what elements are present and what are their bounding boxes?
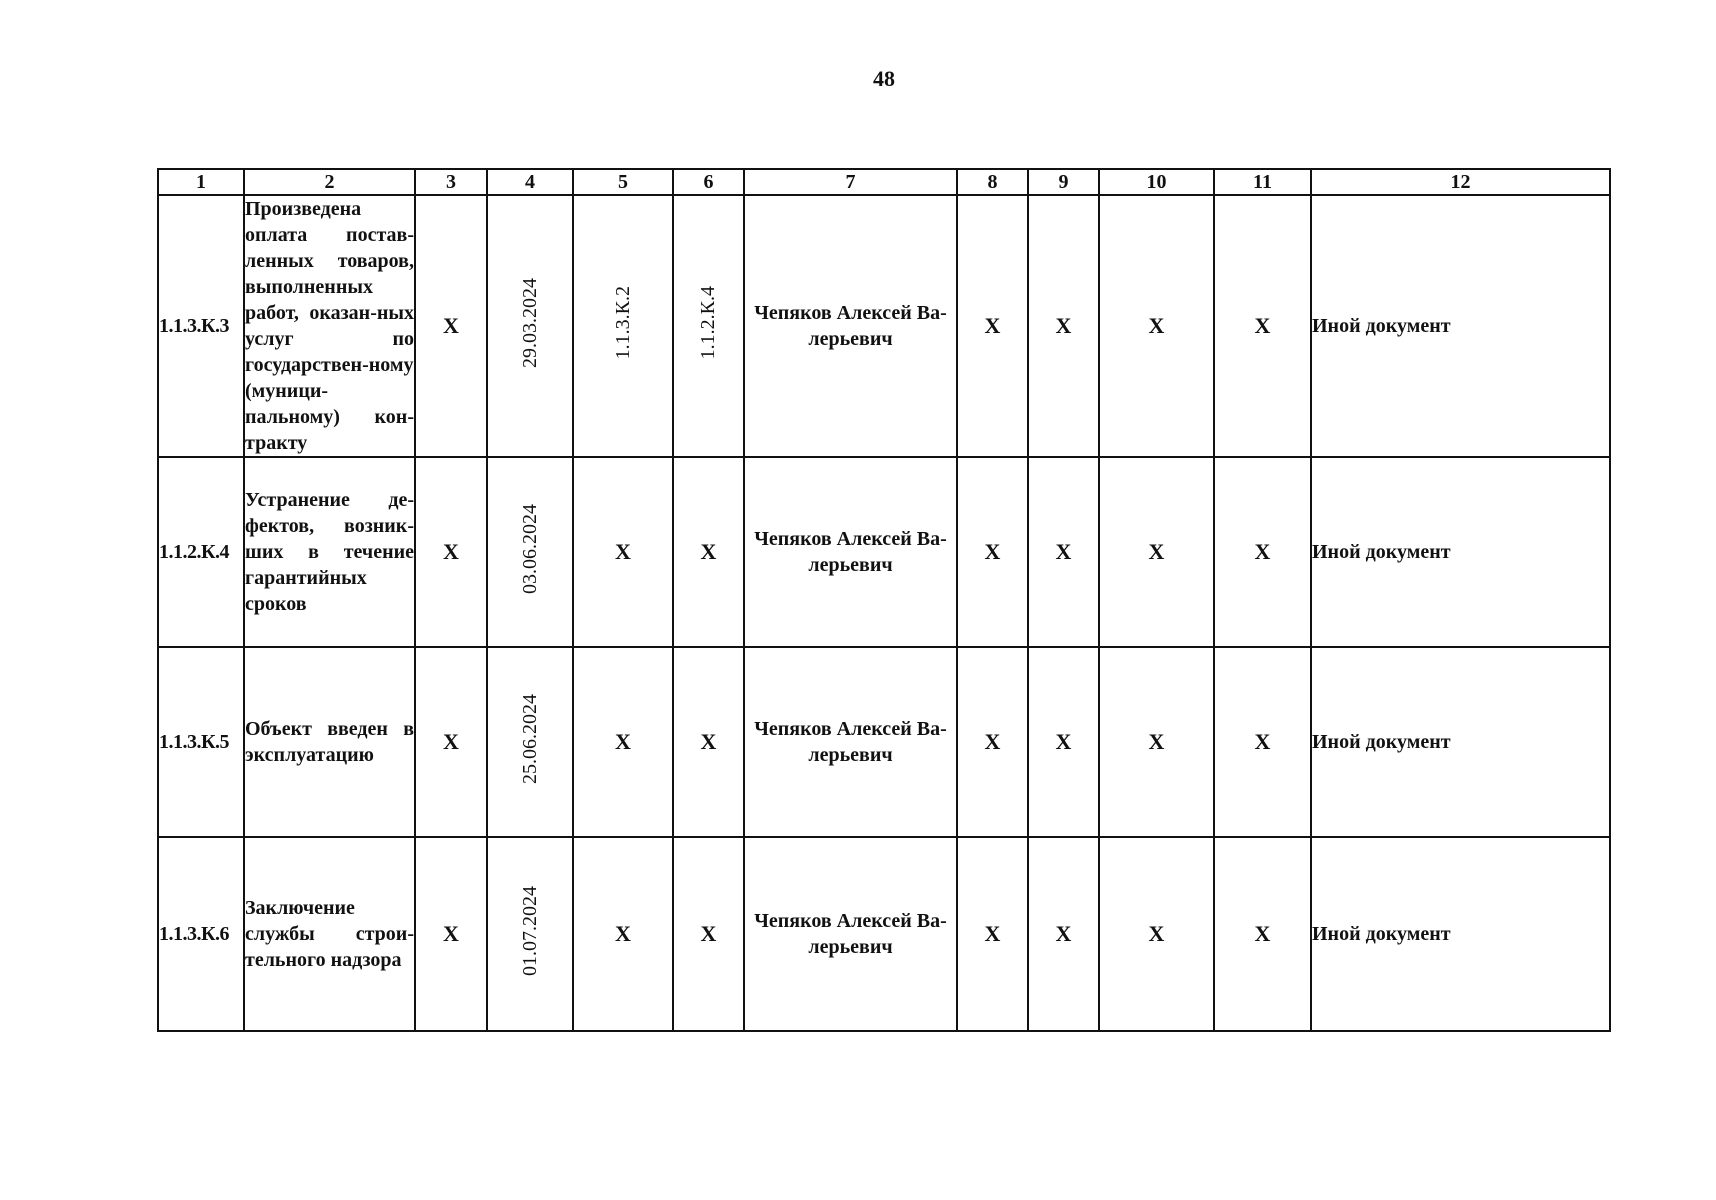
row-col9: Х <box>1028 195 1099 457</box>
table-row <box>158 837 1610 1031</box>
table-row <box>158 195 1610 457</box>
row-description: Произведена оплата постав-ленных товаров, выполненных работ, оказан-ных услуг по государствен-ному (муници-пальному) кон-тракту <box>244 195 415 457</box>
row-description: Устранение де-фектов, возник-ших в течение гарантийных сроков <box>244 457 415 647</box>
control-points-table <box>157 168 1611 1032</box>
header-cell-3: 3 <box>415 169 487 195</box>
row-code: 1.1.2.К.4 <box>158 457 244 647</box>
row-person: Чепяков Алексей Ва-лерьевич <box>744 647 957 837</box>
row-col6-cell <box>673 195 744 457</box>
header-cell-1: 1 <box>158 169 244 195</box>
header-cell-11: 11 <box>1214 169 1311 195</box>
header-cell-8: 8 <box>957 169 1028 195</box>
row-col8: Х <box>957 195 1028 457</box>
row-document: Иной документ <box>1311 647 1610 837</box>
row-description: Объект введен в эксплуатацию <box>244 647 415 837</box>
row-col10: Х <box>1099 195 1214 457</box>
row-col5: 1.1.3.К.2 <box>611 286 634 360</box>
row-col8: Х <box>957 837 1028 1031</box>
row-date: 25.06.2024 <box>518 694 541 784</box>
header-cell-5: 5 <box>573 169 673 195</box>
row-col3: Х <box>415 457 487 647</box>
row-col9: Х <box>1028 457 1099 647</box>
row-col6: Х <box>673 647 744 837</box>
row-col5: Х <box>573 647 673 837</box>
row-document: Иной документ <box>1311 195 1610 457</box>
row-col9: Х <box>1028 837 1099 1031</box>
row-col11: Х <box>1214 837 1311 1031</box>
row-date: 29.03.2024 <box>518 278 541 368</box>
row-date-cell <box>487 837 573 1031</box>
header-cell-12: 12 <box>1311 169 1610 195</box>
table-row <box>158 457 1610 647</box>
table-header <box>158 169 1610 195</box>
row-date-cell <box>487 195 573 457</box>
row-col5: Х <box>573 457 673 647</box>
row-col8: Х <box>957 457 1028 647</box>
row-person: Чепяков Алексей Ва-лерьевич <box>744 837 957 1031</box>
row-col9: Х <box>1028 647 1099 837</box>
row-code: 1.1.3.К.5 <box>158 647 244 837</box>
row-col3: Х <box>415 647 487 837</box>
row-description: Заключение службы строи-тельного надзора <box>244 837 415 1031</box>
row-person: Чепяков Алексей Ва-лерьевич <box>744 195 957 457</box>
row-col10: Х <box>1099 457 1214 647</box>
row-person: Чепяков Алексей Ва-лерьевич <box>744 457 957 647</box>
row-col6: Х <box>673 457 744 647</box>
row-col3: Х <box>415 837 487 1031</box>
row-col11: Х <box>1214 457 1311 647</box>
row-document: Иной документ <box>1311 457 1610 647</box>
row-col10: Х <box>1099 647 1214 837</box>
page-number: 48 <box>873 66 895 91</box>
row-date-cell <box>487 647 573 837</box>
row-date: 01.07.2024 <box>518 886 541 976</box>
header-cell-10: 10 <box>1099 169 1214 195</box>
row-col5: Х <box>573 837 673 1031</box>
row-col3: Х <box>415 195 487 457</box>
table-row <box>158 647 1610 837</box>
row-code: 1.1.3.К.6 <box>158 837 244 1031</box>
row-col10: Х <box>1099 837 1214 1031</box>
row-col5-cell <box>573 195 673 457</box>
row-date-cell <box>487 457 573 647</box>
header-cell-6: 6 <box>673 169 744 195</box>
header-row <box>158 169 1610 195</box>
row-document: Иной документ <box>1311 837 1610 1031</box>
header-cell-7: 7 <box>744 169 957 195</box>
header-cell-9: 9 <box>1028 169 1099 195</box>
row-col8: Х <box>957 647 1028 837</box>
row-col11: Х <box>1214 647 1311 837</box>
row-col6: 1.1.2.К.4 <box>697 286 719 360</box>
header-cell-4: 4 <box>487 169 573 195</box>
table-body <box>158 195 1610 1031</box>
row-date: 03.06.2024 <box>518 504 541 594</box>
row-col6: Х <box>673 837 744 1031</box>
row-code: 1.1.3.К.3 <box>158 195 244 457</box>
header-cell-2: 2 <box>244 169 415 195</box>
row-col11: Х <box>1214 195 1311 457</box>
